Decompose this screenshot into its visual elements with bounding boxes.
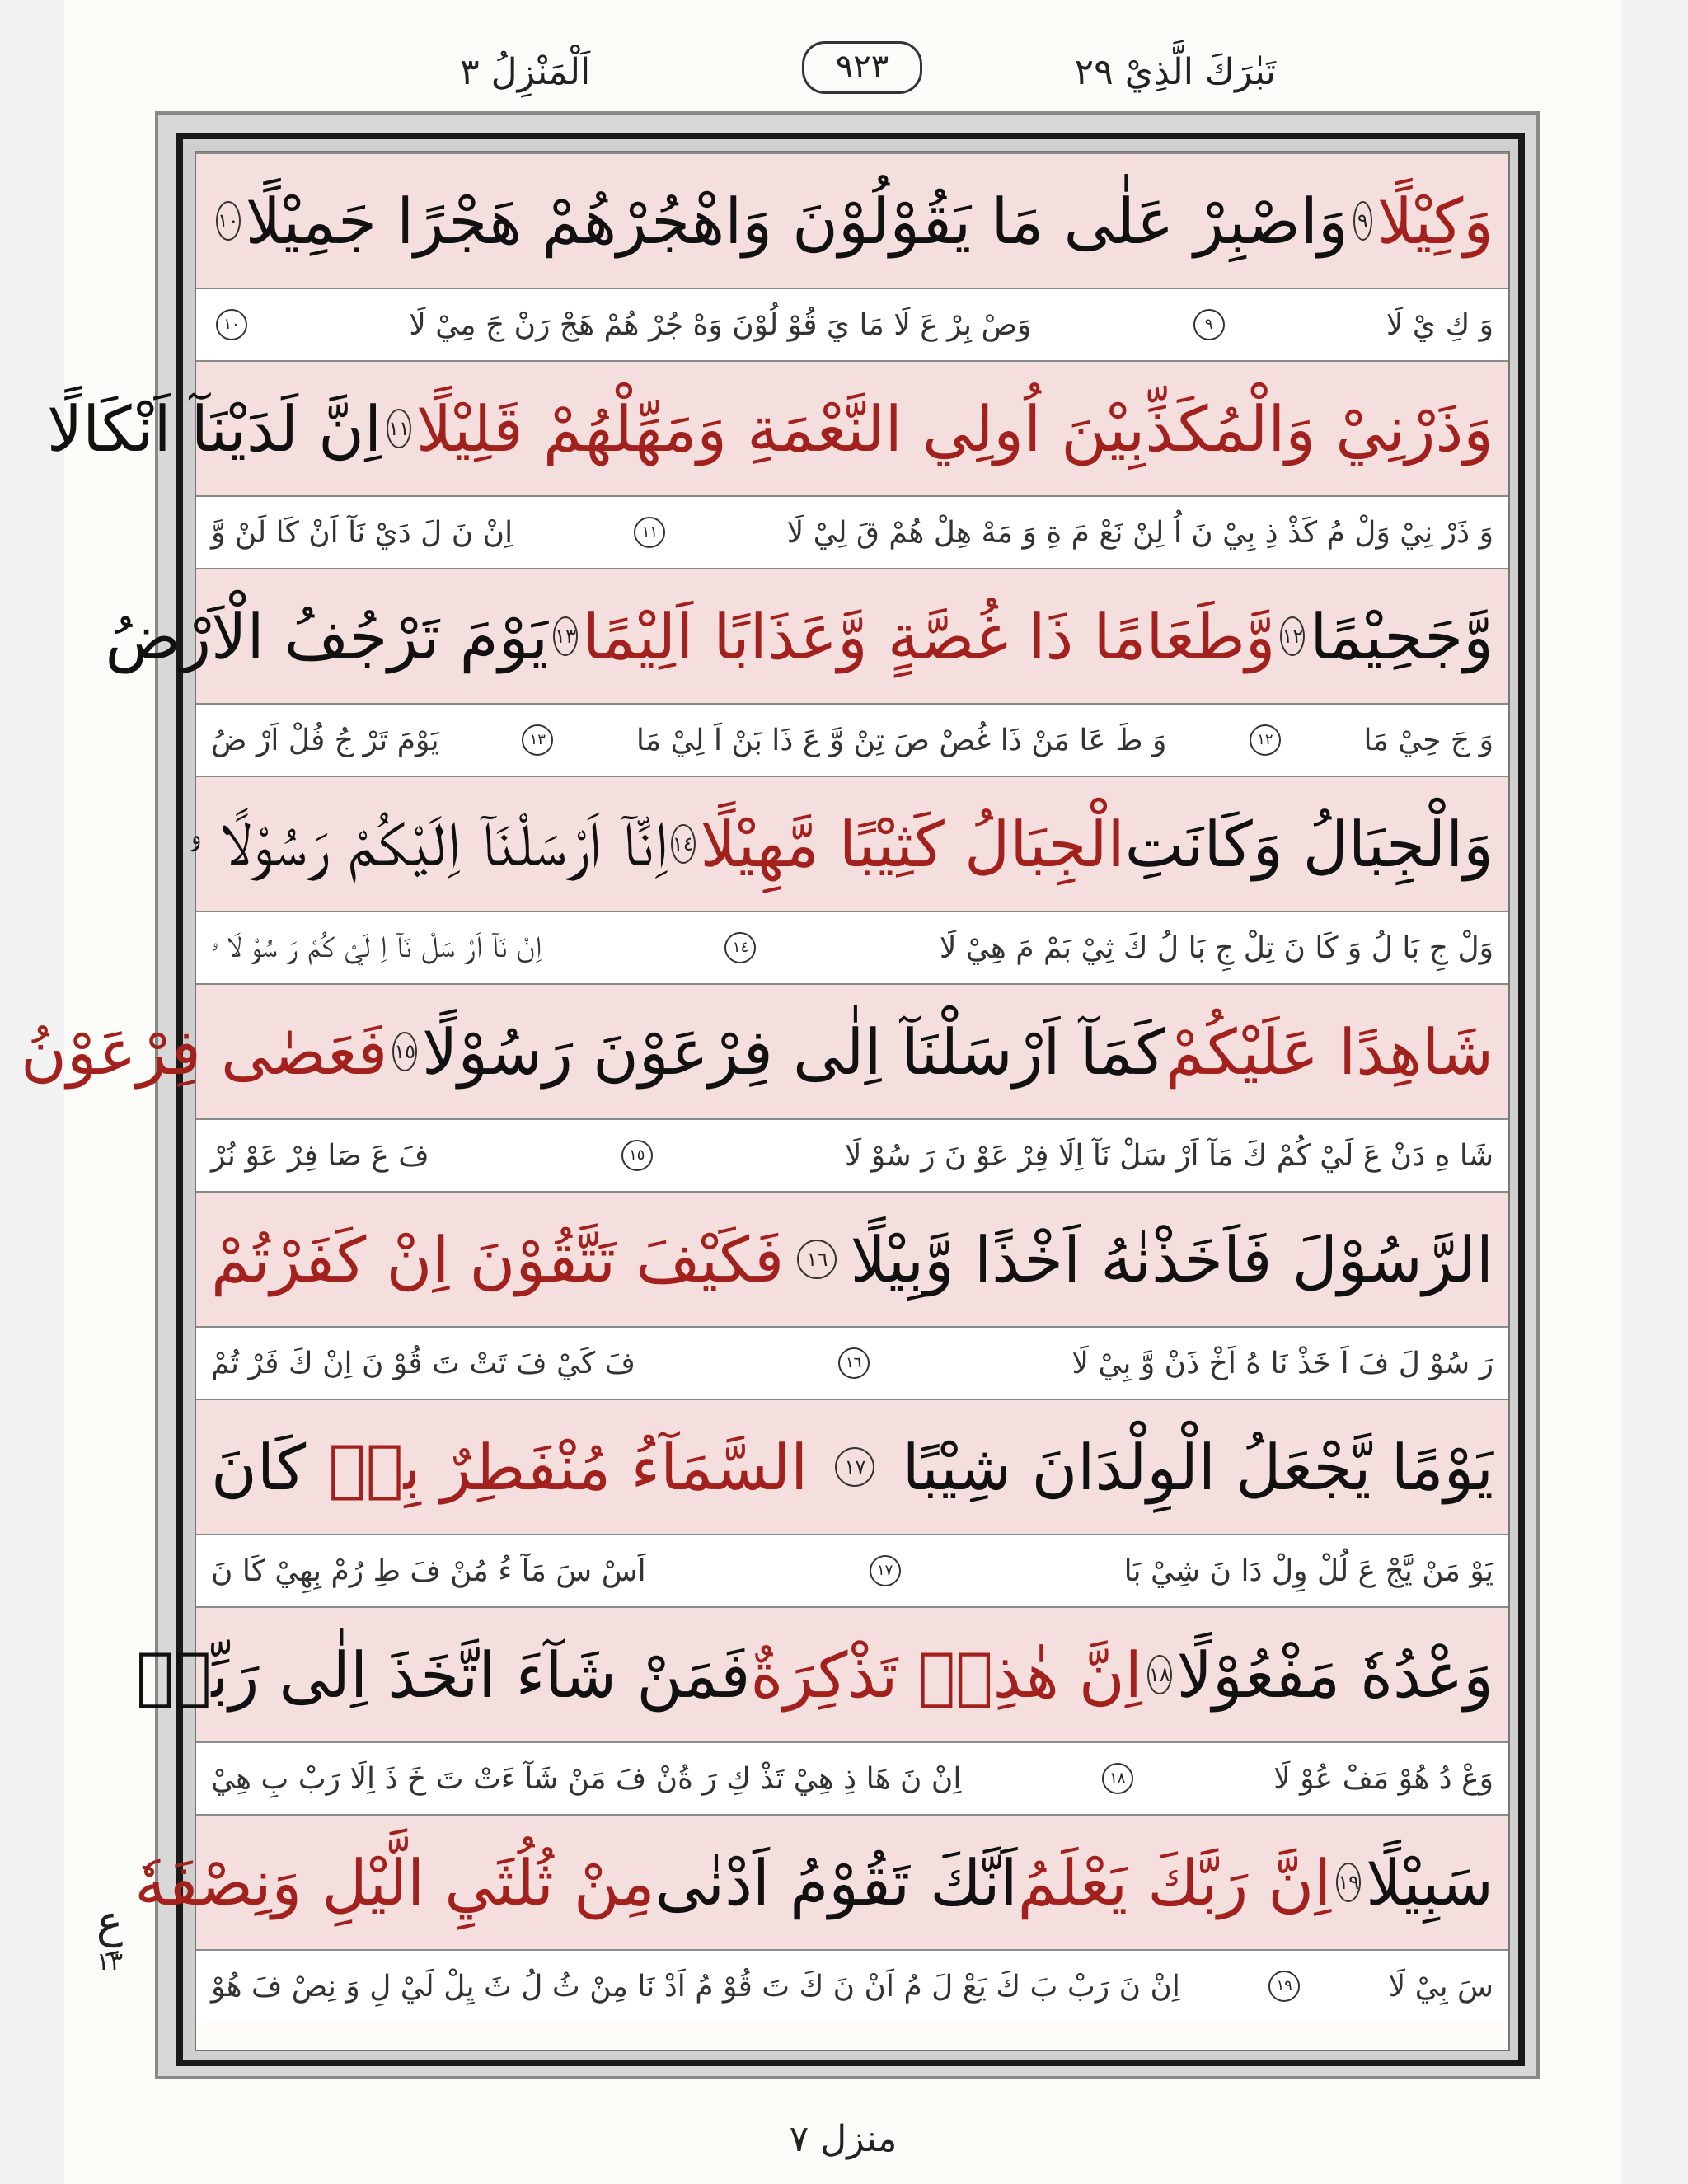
- verse-number-marker: ١٢: [1250, 724, 1281, 756]
- transliteration-text: اِنْ نَآ اَرْ سَلْ نَآ اِ لَيْ كُمْ رَ سُوْ لَا ۥ: [211, 930, 542, 964]
- transliteration-text: اَسْ سَ مَآ ءُ مُنْ فَ طِ رُمْ بِهِيْ كَا نَ: [211, 1554, 646, 1588]
- verse-text: وَذَرْنِيْ وَالْمُكَذِّبِيْنَ اُولِي النَّعْمَةِ وَمَهِّلْهُمْ قَلِيْلًا: [415, 391, 1493, 466]
- verse-text: اَنَّكَ تَقُوْمُ اَدْنٰى: [654, 1845, 1018, 1919]
- verse-line: [105, 568, 1508, 705]
- transliteration-line: [196, 1535, 1508, 1606]
- ruku-number: ١٣: [96, 1947, 124, 1976]
- verse-text: كَانَ: [211, 1430, 307, 1504]
- transliteration-text: شَا هِ دَنْ عَ لَيْ كُمْ كَ مَآ اَرْ سَلْ نَآ اِلَا فِرْ عَوْ نَ رَ سُوْ لَا: [844, 1138, 1493, 1173]
- transliteration-line: [196, 1743, 1508, 1814]
- verse-number-marker: ١٨: [1102, 1763, 1133, 1794]
- transliteration-line: [196, 497, 1508, 568]
- transliteration-line: [196, 1328, 1508, 1399]
- verse-text: اِنَّ هٰذِهٖ تَذْكِرَةٌ: [750, 1638, 1142, 1712]
- verse-text: السَّمَآءُ مُنْفَطِرٌ بِهٖ: [328, 1430, 809, 1504]
- verse-text: وَكِيْلًا: [1376, 184, 1493, 258]
- verse-text: الرَّسُوْلَ فَاَخَذْنٰهُ اَخْذًا وَّبِيْلًا: [850, 1222, 1493, 1296]
- verse-number-marker: ١٢: [1280, 616, 1305, 656]
- transliteration-line: [196, 705, 1508, 776]
- verse-text: كَمَآ اَرْسَلْنَآ اِلٰى فِرْعَوْنَ رَسُوْلًا: [421, 1015, 1165, 1089]
- verse-text: وَّجَحِيْمًا: [1310, 599, 1493, 673]
- transliteration-line: [196, 1120, 1508, 1191]
- verse-number-marker: ١٩: [1336, 1863, 1361, 1902]
- page-header: [64, 33, 1622, 107]
- verse-number-marker: ١٥: [392, 1032, 417, 1071]
- verse-text: اِنَّآ اَرْسَلْنَآ اِلَيْكُمْ رَسُوْلًا ۥ: [186, 806, 666, 880]
- verse-text: وَّطَعَامًا ذَا غُصَّةٍ وَّعَذَابًا اَلِيْمًا: [582, 599, 1276, 673]
- verse-text: سَبِيْلًا: [1366, 1845, 1493, 1919]
- verse-text: الْجِبَالُ كَثِيْبًا مَّهِيْلًا: [700, 807, 1125, 881]
- ruku-marker: [81, 1896, 138, 1976]
- verse-text: فَكَيْفَ تَتَّقُوْنَ اِنْ كَفَرْتُمْ: [211, 1222, 785, 1296]
- verse-number-marker: ١٤: [724, 932, 756, 963]
- verse-text: وَعْدُهٗ مَفْعُوْلًا: [1176, 1638, 1493, 1712]
- transliteration-text: رَ سُوْ لَ فَ اَ خَذْ نَا هُ اَخْ ذَنْ وَّ بِيْ لَا: [1071, 1346, 1493, 1380]
- ruku-symbol: عِ: [96, 1896, 124, 1947]
- verse-number-marker: ١٤: [671, 824, 696, 864]
- verse-line: [196, 1191, 1508, 1328]
- verse-number-marker: ١٥: [621, 1140, 653, 1171]
- transliteration-text: وَ جَ حِيْ مَا: [1363, 723, 1493, 757]
- verse-number-marker: ١١: [387, 409, 411, 448]
- transliteration-text: اِنْ نَ رَبْ بَ كَ يَعْ لَ مُ اَنْ نَ كَ تَ قُوْ مُ اَدْ نَا مِنْ ثُ لُ ثَ يِلْ لَيْ لِ وَ نِصْ فَ هُوْ: [211, 1969, 1180, 2004]
- transliteration-text: وَ ذَرْ نِيْ وَلْ مُ كَذْ ذِ بِيْ نَ اُ لِنْ نَعْ مَ ةِ وَ مَهْ هِلْ هُمْ قَ لِيْ لَا: [786, 515, 1493, 550]
- verse-number-marker: ١٦: [797, 1240, 837, 1279]
- manzil-footer: منزل ٧: [789, 2118, 898, 2160]
- verse-text: وَالْجِبَالُ وَكَانَتِ: [1124, 807, 1493, 881]
- verse-text: مِنْ ثُلُثَيِ الَّيْلِ وَنِصْفَهٗ: [134, 1845, 655, 1919]
- verse-number-marker: ١٩: [1268, 1971, 1300, 2002]
- verse-line: [186, 776, 1508, 912]
- page-border-outer: [21, 111, 1540, 2079]
- verse-number-marker: ١٨: [1147, 1655, 1172, 1694]
- page-border-inner: [21, 133, 1525, 2066]
- transliteration-text: يَوْ مَنْ يَّجْ عَ لُلْ وِلْ دَا نَ شِيْ بَا: [1123, 1554, 1493, 1588]
- verse-number-marker: ٩: [1193, 309, 1225, 340]
- transliteration-text: فَ عَ صَا فِرْ عَوْ نُرْ: [211, 1138, 429, 1173]
- verse-number-marker: ٩: [1353, 201, 1372, 241]
- verse-text: اِنَّ رَبَّكَ يَعْلَمُ: [1017, 1845, 1332, 1919]
- transliteration-text: وَصْ بِرْ عَ لَا مَا يَ قُوْ لُوْنَ وَهْ جُرْ هُمْ هَجْ رَنْ جَ مِيْ لَا: [409, 307, 1032, 342]
- verse-text: يَوْمَ تَرْجُفُ الْاَرْضُ: [105, 599, 549, 673]
- verse-line: [196, 152, 1508, 289]
- verse-number-marker: ١٠: [216, 309, 247, 340]
- transliteration-text: وَ كِ يْ لَا: [1386, 307, 1493, 342]
- verse-number-marker: ١٦: [838, 1347, 870, 1379]
- transliteration-text: وَ طَ عَا مَنْ ذَا غُصْ صَ تِنْ وَّ عَ ذَا بَنْ اَ لِيْ مَا: [635, 723, 1167, 757]
- verse-number-marker: ١٣: [553, 616, 578, 656]
- verse-number-marker: ١٠: [216, 201, 241, 241]
- transliteration-text: اِنْ نَ لَ دَيْ نَآ اَنْ كَا لَنْ وَّ: [211, 515, 513, 550]
- verse-number-marker: ١٧: [870, 1555, 901, 1586]
- verse-text: شَاهِدًا عَلَيْكُمْ: [1165, 1015, 1493, 1089]
- verse-text: يَوْمًا يَّجْعَلُ الْوِلْدَانَ شِيْبًا: [902, 1430, 1493, 1504]
- verse-line: [134, 1814, 1508, 1951]
- transliteration-text: اِنْ نَ هَا ذِ هِيْ تَذْ كِ رَ ةُنْ فَ مَنْ شَآ ءَتْ تَ خَ ذَ اِلَا رَبْ بِ هِيْ: [211, 1761, 962, 1796]
- verse-number-marker: ١٣: [522, 724, 553, 756]
- header-surah-title: اَلْمَنْزِلُ ٣: [460, 51, 591, 93]
- transliteration-text: وَعْ دُ هُوْ مَفْ عُوْ لَا: [1273, 1761, 1493, 1796]
- header-juz-title: تَبٰرَكَ الَّذِيْ ٢٩: [1074, 51, 1276, 93]
- page: [21, 0, 1622, 2184]
- transliteration-line: [196, 912, 1508, 983]
- verse-line: [136, 1606, 1508, 1743]
- verse-text: وَاصْبِرْ عَلٰى مَا يَقُوْلُوْنَ وَاهْجُرْهُمْ هَجْرًا جَمِيْلًا: [245, 184, 1348, 258]
- transliteration-text: فَ كَيْ فَ تَتْ تَ قُوْ نَ اِنْ كَ فَرْ تُمْ: [211, 1346, 635, 1380]
- transliteration-line: [196, 1951, 1508, 2022]
- verse-text: فَعَصٰى فِرْعَوْنُ: [21, 1015, 388, 1089]
- verse-line: [21, 983, 1508, 1120]
- transliteration-text: يَوْمَ تَرْ جُ فُلْ اَرْ ضُ: [211, 723, 439, 757]
- transliteration-text: سَ بِيْ لَا: [1388, 1969, 1493, 2004]
- verse-text: اِنَّ لَدَيْنَآ اَنْكَالًا: [46, 391, 382, 466]
- verse-area: [21, 151, 1510, 2051]
- transliteration-line: [196, 289, 1508, 360]
- page-number: ٩٢٣: [802, 41, 922, 94]
- verse-line: [46, 360, 1508, 497]
- transliteration-text: وَلْ جِ بَا لُ وَ كَا نَ تِلْ جِ بَا لُ كَ ثِيْ بَمْ مَ هِيْ لَا: [939, 930, 1493, 965]
- verse-number-marker: ١٧: [835, 1447, 874, 1487]
- verse-text: فَمَنْ شَآءَ اتَّخَذَ اِلٰى رَبِّهٖ: [136, 1638, 751, 1712]
- verse-line: [196, 1399, 1508, 1535]
- verse-number-marker: ١١: [634, 517, 665, 548]
